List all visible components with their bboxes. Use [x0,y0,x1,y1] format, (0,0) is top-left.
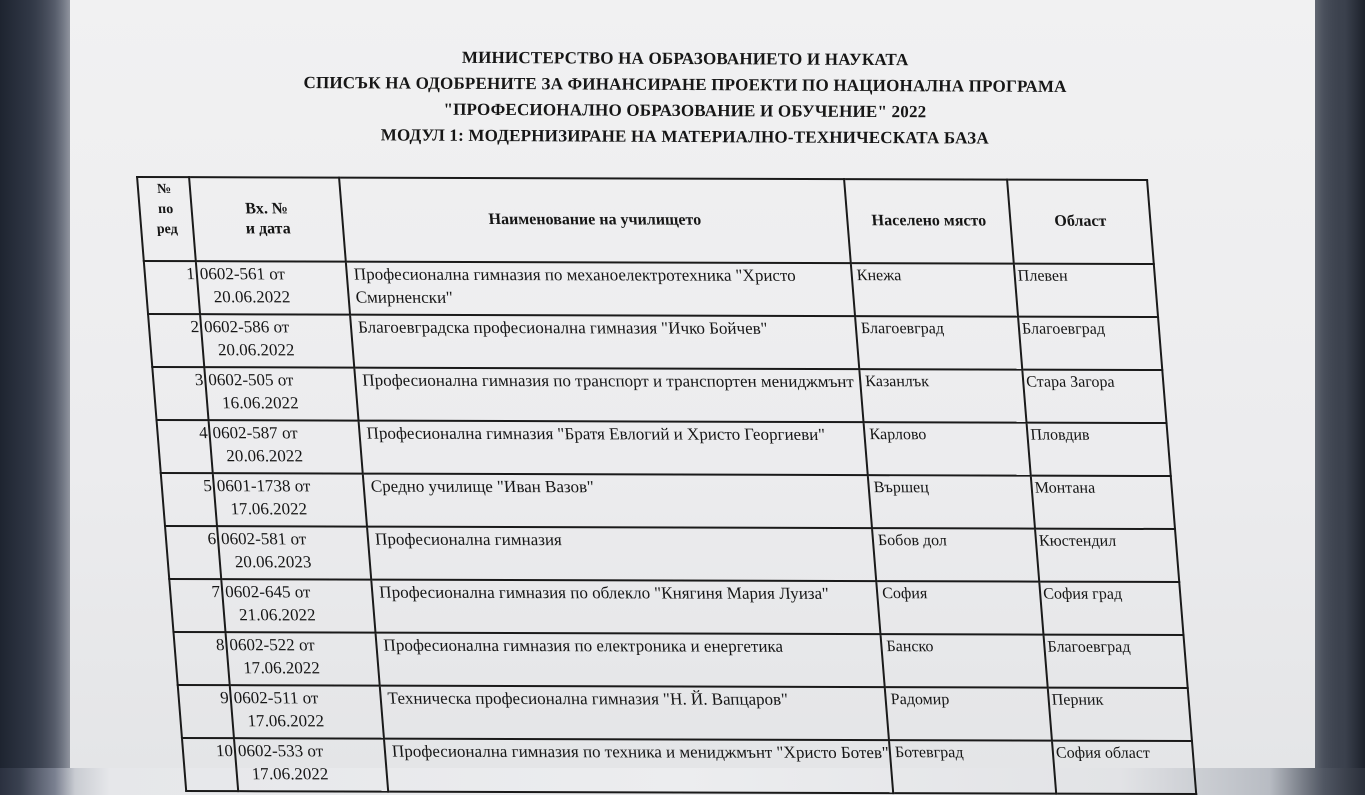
cell-place: София [876,581,1043,634]
cell-registration-number: 0602-587 от [211,423,299,443]
cell-school-name: Професионална гимназия по техника и мениджмънт "Христо Ботев" [384,739,893,794]
cell-school-name: Професионална гимназия по облекло "Княгиня Мария Луиза" [371,580,880,635]
projects-table [136,176,1197,795]
column-header-registration-line1: Вх. № [244,200,289,218]
cell-registration-number: 0602-586 от [203,317,290,337]
cell-place: Бобов дол [872,528,1039,581]
cell-school-name: Професионална гимназия [367,527,876,582]
cell-school-name: Професионална гимназия "Братя Евлогий и Христо Георгиеви" [359,421,868,476]
cell-place: Банско [880,634,1047,687]
cell-registration-number: 0602-511 от [232,688,319,708]
cell-registration-date: 17.06.2022 [229,499,308,519]
cell-region: Благоевград [1018,317,1162,370]
column-header-number [137,177,196,261]
table-row [157,420,1171,476]
monitor-bezel-right [1315,0,1365,768]
cell-registration [213,473,367,526]
cell-registration [209,420,363,473]
cell-number: 9 [178,685,234,738]
cell-place: Кнежа [851,263,1018,316]
cell-school-name: Професионална гимназия по електроника и енергетика [375,633,884,688]
cell-place: Радомир [885,687,1052,740]
cell-school-name: Професионална гимназия по транспорт и транспортен мениджмънт [354,368,863,423]
cell-registration [230,685,384,738]
cell-registration-date: 17.06.2022 [251,764,330,784]
header-line-module: МОДУЛ 1: МОДЕРНИЗИРАНЕ НА МАТЕРИАЛНО-ТЕХНИЧЕСКАТА БАЗА [380,125,989,148]
column-header-school-name: Наименование на училището [339,178,851,264]
cell-registration-date: 17.06.2022 [242,658,321,678]
cell-region: София област [1052,741,1196,794]
cell-registration-date: 20.06.2022 [217,340,296,360]
document-header [70,43,1301,153]
cell-registration-date: 17.06.2022 [246,711,325,731]
column-header-place: Населено място [844,179,1014,263]
cell-registration-date: 20.06.2022 [225,446,304,466]
cell-registration [221,579,375,632]
table-row [173,632,1187,688]
cell-registration-number: 0602-522 от [228,635,316,655]
table-row [178,685,1192,741]
cell-registration [200,314,354,367]
cell-registration [225,632,379,685]
cell-region: Кюстендил [1035,529,1179,582]
header-line-list: СПИСЪК НА ОДОБРЕНИТЕ ЗА ФИНАНСИРАНЕ ПРОЕКТИ ПО НАЦИОНАЛНА ПРОГРАМА [303,73,1067,96]
column-header-number-line3: ред [156,222,179,238]
cell-number: 5 [161,473,217,526]
header-line-ministry: МИНИСТЕРСТВО НА ОБРАЗОВАНИЕТО И НАУКАТА [461,47,909,70]
cell-place: Вършец [868,475,1035,528]
cell-school-name: Средно училище "Иван Вазов" [363,474,872,529]
monitor-bezel-left [0,0,70,768]
cell-region: Перник [1048,688,1192,741]
table-header-row [137,177,1154,264]
cell-number: 2 [148,314,204,367]
cell-place: Ботевград [889,740,1056,793]
cell-region: Пловдив [1027,423,1171,476]
cell-place: Карлово [864,422,1031,475]
cell-school-name: Професионална гимназия по механоелектротехника "Христо Смирненски" [346,262,855,317]
cell-registration [196,261,350,314]
cell-registration [204,367,358,420]
table-row [165,526,1179,582]
cell-number: 6 [165,526,221,579]
table-row [144,261,1158,317]
cell-region: Плевен [1014,264,1158,317]
cell-school-name: Техническа професионална гимназия "Н. Й. Вапцаров" [380,686,889,741]
table-row [152,367,1166,423]
cell-registration-number: 0602-533 от [237,741,324,761]
table-row [169,579,1183,635]
cell-registration-number: 0602-561 от [199,264,286,284]
table-row [182,738,1196,794]
projects-table-wrapper [136,176,1195,795]
cell-place: Благоевград [855,316,1022,369]
table-row [161,473,1175,529]
cell-registration-number: 0602-505 от [207,370,295,390]
header-line-program: "ПРОФЕСИОНАЛНО ОБРАЗОВАНИЕ И ОБУЧЕНИЕ" 2022 [443,99,927,122]
cell-region: Монтана [1031,476,1175,529]
cell-number: 7 [169,579,225,632]
column-header-region: Област [1007,180,1154,264]
cell-registration-number: 0602-581 от [220,529,307,549]
cell-registration-date: 16.06.2022 [221,393,300,413]
column-header-number-line1: № [156,182,172,198]
column-header-number-line2: по [157,202,174,218]
cell-region: София град [1039,582,1183,635]
cell-school-name: Благоевградска професионална гимназия "Ичко Бойчев" [350,315,859,370]
cell-number: 4 [157,420,213,473]
cell-number: 3 [152,367,208,420]
cell-number: 10 [182,738,238,791]
cell-number: 1 [144,261,200,314]
document-page [70,0,1315,784]
cell-region: Стара Загора [1022,370,1166,423]
cell-registration-date: 20.06.2023 [234,552,313,572]
table-row [148,314,1162,370]
cell-registration [217,526,371,579]
cell-registration-date: 20.06.2022 [212,287,291,307]
cell-registration [234,738,388,791]
cell-place: Казанлък [859,369,1026,422]
cell-registration-number: 0602-645 от [224,582,312,602]
column-header-registration-line2: и дата [245,220,292,238]
cell-registration-date: 21.06.2022 [238,605,317,625]
cell-region: Благоевград [1043,635,1187,688]
cell-number: 8 [173,632,229,685]
column-header-registration [189,177,346,261]
cell-registration-number: 0601-1738 от [216,476,312,496]
